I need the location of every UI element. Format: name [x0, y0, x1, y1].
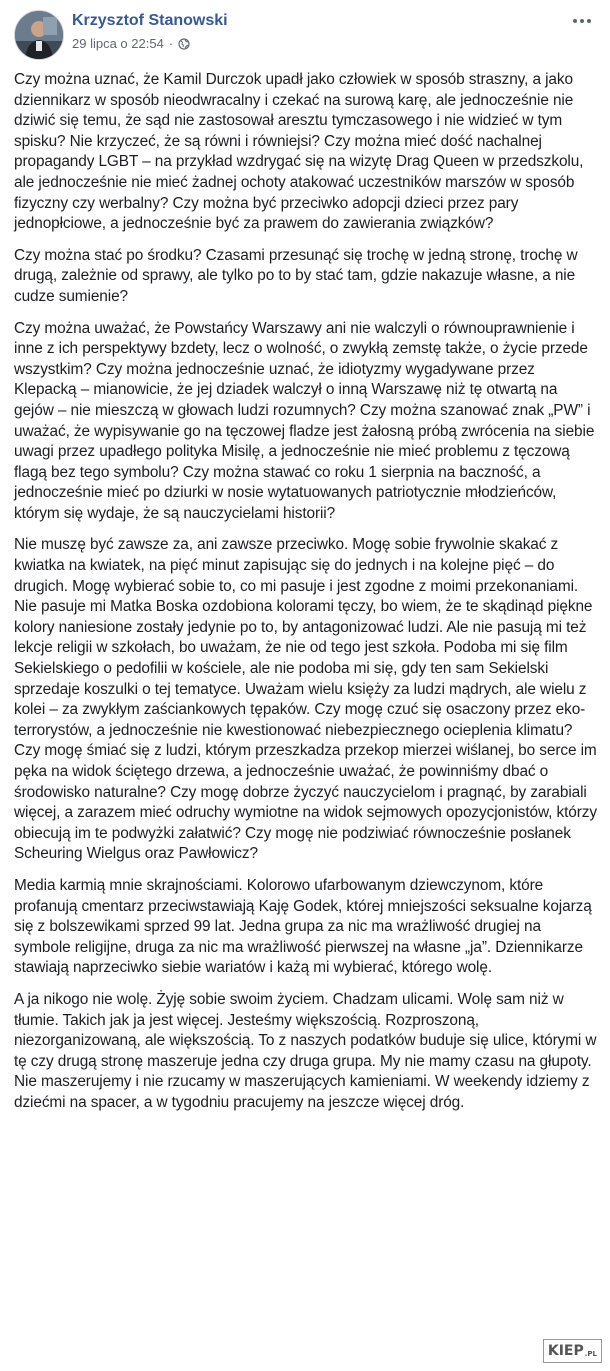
globe-icon[interactable] [178, 38, 190, 50]
post-meta [72, 36, 190, 51]
watermark-suffix: .PL [584, 1350, 597, 1358]
author-name[interactable]: Krzysztof Stanowski [72, 12, 228, 29]
watermark-main: KIEP [547, 1343, 584, 1359]
meta-separator: · [168, 36, 174, 51]
kiep-watermark [543, 1339, 602, 1363]
post-header [14, 10, 596, 62]
avatar-image [15, 11, 63, 59]
post-timestamp[interactable]: 29 lipca o 22:54 [72, 36, 164, 51]
post-content [14, 70, 600, 1125]
avatar[interactable] [14, 10, 64, 60]
post-paragraph: Media karmią mnie skrajnościami. Kolorowo ufarbowanym dziewczynom, które profanują cmentarz przeciwstawiają Kaję Godek, której mniejszości seksualne kojarzą się z bolszewikami sprzed 99 lat. Jedna grupa za nic ma wrażliwość drugiej na symbole religijne, druga za nic ma wrażliwość pierwszej na własne „ja”. Dziennikarze stawiają naprzeciwko siebie wariatów i każą mi wybierać, którego wolę. [14, 876, 592, 977]
post-paragraph: A ja nikogo nie wolę. Żyję sobie swoim życiem. Chadzam ulicami. Wolę sam niż w tłumie. Takich jak ja jest więcej. Jesteśmy większością. Rozproszoną, niezorganizowaną, ale większością. To z naszych podatków buduje się ulice, którymi w tę czy drugą stronę maszeruje jedna czy druga grupa. My nie mamy czasu na głupoty. Nie maszerujemy i nie rzucamy w maszerujących kamieniami. W weekendy idziemy z dziećmi na spacer, a w tygodniu pracujemy na jeszcze więcej dróg. [14, 990, 597, 1111]
post-paragraph: Czy można uważać, że Powstańcy Warszawy ani nie walczyli o równouprawnienie i inne z ich perspektywy bzdety, lecz o wolność, o zwykłą zemstę także, o życie przede wszystkim? Czy można jednocześnie uznać, że idiotyzmy wygadywane przez Klepacką – mianowicie, że jej dziadek walczył o inną Warszawę niż tę otwartą na gejów – nie mieszczą w głowach ludzi rozumnych? Czy można szanować znak „PW” i uważać, że wypisywanie go na tęczowej fladze jest żałosną próbą zwrócenia na siebie uwagi przez upadłego polityka Misilę, a jednocześnie nie mieć problemu z tęczową flagą bez tego symbolu? Czy można stawać co roku 1 sierpnia na baczność, a jednocześnie mieć po dziurki w nosie wytatuowanych patriotycznie młodzieńców, którym się wydaje, że są nauczycielami historii? [14, 319, 595, 522]
post-paragraph: Czy można uznać, że Kamil Durczok upadł jako człowiek w sposób straszny, a jako dziennikarz w sposób nieodwracalny i czekać na surową karę, ale jednocześnie nie dziwić się temu, że sąd nie zastosował aresztu tymczasowego i nie widzieć w tym spisku? Nie krzyczeć, że są równi i równiejsi? Czy można mieć dość nachalnej propagandy LGBT – na przykład wzdrygać się na wizytę Drag Queen w przedszkolu, ale jednocześnie nie mieć żadnej ochoty atakować uczestników marszów w sposób fizyczny czy werbalny? Czy można być przeciwko adopcji dzieci przez pary jednopłciowe, a jednocześnie być za prawem do zawierania związków? [14, 71, 584, 233]
more-options-icon[interactable] [570, 12, 594, 30]
post-paragraph: Nie muszę być zawsze za, ani zawsze przeciwko. Mogę sobie frywolnie skakać z kwiatka na kwiatek, na pięć minut zapisując się do jednych i na kolejne pięć – do drugich. Mogę wybierać sobie to, co mi pasuje i jest zgodne z moimi przekonaniami. Nie pasuje mi Matka Boska ozdobiona kolorami tęczy, bo wiem, że te skądinąd piękne kolory naniesione zostały jedynie po to, by antagonizować ludzi. Ale nie pasują mi też lekcje religii w szkołach, bo uważam, że nie od tego jest szkoła. Podoba mi się film Sekielskiego o pedofilii w kościele, ale nie podoba mi się, gdy ten sam Sekielski sprzedaje koszulki o tej tematyce. Uważam wielu księży za ludzi mądrych, ale wielu z kolei – za zwykłym zaściankowych tępaków. Czy mogę czuć się osaczony przez eko-terrorystów, a jednocześnie nie kwestionować niebezpiecznego ocieplenia klimatu? Czy mogę śmiać się z ludzi, którym przeszkadza przekop mierzei wiślanej, bo serce im pęka na widok ściętego drzewa, a jednocześnie uważać, że powinniśmy dbać o środowisko naturalne? Czy mogę dobrze życzyć nauczycielom i pragnąć, by zarabiali więcej, a zarazem mieć odruchy wymiotne na widok sejmowych opozycjonistów, którzy obiecują im te podwyżki załatwić? Czy mogę nie podziwiać równocześnie posłanek Scheuring Wielgus oraz Pawłowicz? [14, 536, 597, 863]
post-paragraph: Czy można stać po środku? Czasami przesunąć się trochę w jedną stronę, trochę w drugą, zależnie od sprawy, ale tylko po to by stać tam, gdzie nakazuje własne, a nie cudze sumienie? [14, 246, 578, 305]
